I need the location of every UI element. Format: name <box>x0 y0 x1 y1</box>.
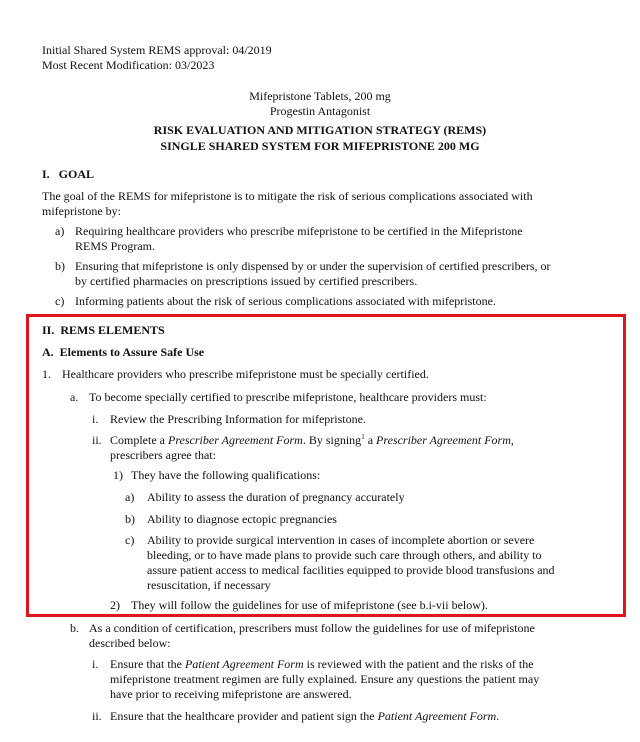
patient-agreement-form-ref-1: Patient Agreement Form <box>184 657 304 671</box>
condition-ii-part2: . <box>496 709 500 723</box>
condition-i-line2: mifepristone treatment regimen are fully explained. Ensure any questions the patient may <box>110 672 540 686</box>
item-ii-line2: prescribers agree that: <box>110 448 216 462</box>
goal-item-a-line1: Requiring healthcare providers who prescribe mifepristone to be certified in the Mifepristone <box>75 224 523 238</box>
qual-a-marker: a) <box>125 490 135 504</box>
document-title-line2: SINGLE SHARED SYSTEM FOR MIFEPRISTONE 200 MG <box>160 139 480 153</box>
qual-c-line3: assure patient access to medical facilities equipped to provide blood transfusions and <box>147 563 555 577</box>
condition-i-line1 <box>110 657 534 672</box>
qual-c-line4: resuscitation, if necessary <box>147 578 271 592</box>
goal-item-c-line1: Informing patients about the risk of serious complications associated with mifepristone. <box>75 294 496 308</box>
qualifications-text: They have the following qualifications: <box>131 468 321 482</box>
condition-i-part1: Ensure that the <box>110 657 185 671</box>
item-ii-text-part3: a <box>364 433 377 447</box>
qual-c-marker: c) <box>125 533 135 547</box>
qual-c-line1: Ability to provide surgical intervention in cases of incomplete abortion or severe <box>147 533 535 547</box>
rems-elements-heading: II. REMS ELEMENTS <box>42 323 165 337</box>
condition-ii-line <box>110 709 499 724</box>
approval-date: Initial Shared System REMS approval: 04/2019 <box>42 43 272 57</box>
item-a-text: To become specially certified to prescribe mifepristone, healthcare providers must: <box>89 390 487 404</box>
goal-item-a-line2: REMS Program. <box>75 239 156 253</box>
patient-agreement-form-ref-2: Patient Agreement Form <box>377 709 497 723</box>
item-1-text: Healthcare providers who prescribe mifepristone must be specially certified. <box>62 367 429 381</box>
guidelines-marker: 2) <box>110 598 120 612</box>
item-i-text: Review the Prescribing Information for mifepristone. <box>110 412 366 426</box>
goal-item-b-line1: Ensuring that mifepristone is only dispensed by or under the supervision of certified prescribers, or <box>75 259 551 273</box>
product-class: Progestin Antagonist <box>269 104 371 118</box>
condition-line2: described below: <box>89 636 171 650</box>
goal-item-a-marker: a) <box>55 224 65 238</box>
prescriber-agreement-form-ref-2: Prescriber Agreement Form <box>376 433 511 447</box>
footnote-marker: 1 <box>361 433 365 441</box>
goal-intro-line2: mifepristone by: <box>42 204 121 218</box>
prescriber-agreement-form-ref-1: Prescriber Agreement Form <box>167 433 303 447</box>
condition-i-line3: have prior to receiving mifepristone are answered. <box>110 687 352 701</box>
guidelines-text: They will follow the guidelines for use of mifepristone (see b.i-vii below). <box>131 598 488 612</box>
goal-heading: I. GOAL <box>42 167 95 181</box>
item-a-marker: a. <box>70 390 79 404</box>
qual-a-text: Ability to assess the duration of pregnancy accurately <box>147 490 405 504</box>
safe-use-subheading: A. Elements to Assure Safe Use <box>42 345 205 359</box>
qual-b-text: Ability to diagnose ectopic pregnancies <box>147 512 337 526</box>
modification-date: Most Recent Modification: 03/2023 <box>42 58 215 72</box>
qualifications-marker: 1) <box>113 468 123 482</box>
condition-i-marker: i. <box>92 657 99 671</box>
product-name: Mifepristone Tablets, 200 mg <box>249 89 391 103</box>
item-1-marker: 1. <box>42 367 51 381</box>
condition-line1: As a condition of certification, prescribers must follow the guidelines for use of mifepristone <box>89 621 535 635</box>
item-ii-text-part4: , <box>510 433 514 447</box>
document-title-line1: RISK EVALUATION AND MITIGATION STRATEGY (REMS) <box>153 123 487 137</box>
qual-b-marker: b) <box>125 512 135 526</box>
condition-ii-part1: Ensure that the healthcare provider and patient sign the <box>110 709 378 723</box>
item-ii-text-part1: Complete a <box>110 433 168 447</box>
goal-intro-line1: The goal of the REMS for mifepristone is to mitigate the risk of serious complications associated with <box>42 189 533 203</box>
item-ii-text-part2: . By signing <box>302 433 362 447</box>
goal-item-b-marker: b) <box>55 259 65 273</box>
item-ii-line1 <box>110 433 514 448</box>
item-ii-marker: ii. <box>92 433 102 447</box>
goal-item-b-line2: by certified pharmacies on prescriptions issued by certified prescribers. <box>75 274 418 288</box>
condition-marker: b. <box>70 621 79 635</box>
condition-i-part2: is reviewed with the patient and the risks of the <box>303 657 534 671</box>
qual-c-line2: bleeding, or to have made plans to provide such care through others, and ability to <box>147 548 542 562</box>
condition-ii-marker: ii. <box>92 709 102 723</box>
goal-item-c-marker: c) <box>55 294 65 308</box>
item-i-marker: i. <box>92 412 99 426</box>
